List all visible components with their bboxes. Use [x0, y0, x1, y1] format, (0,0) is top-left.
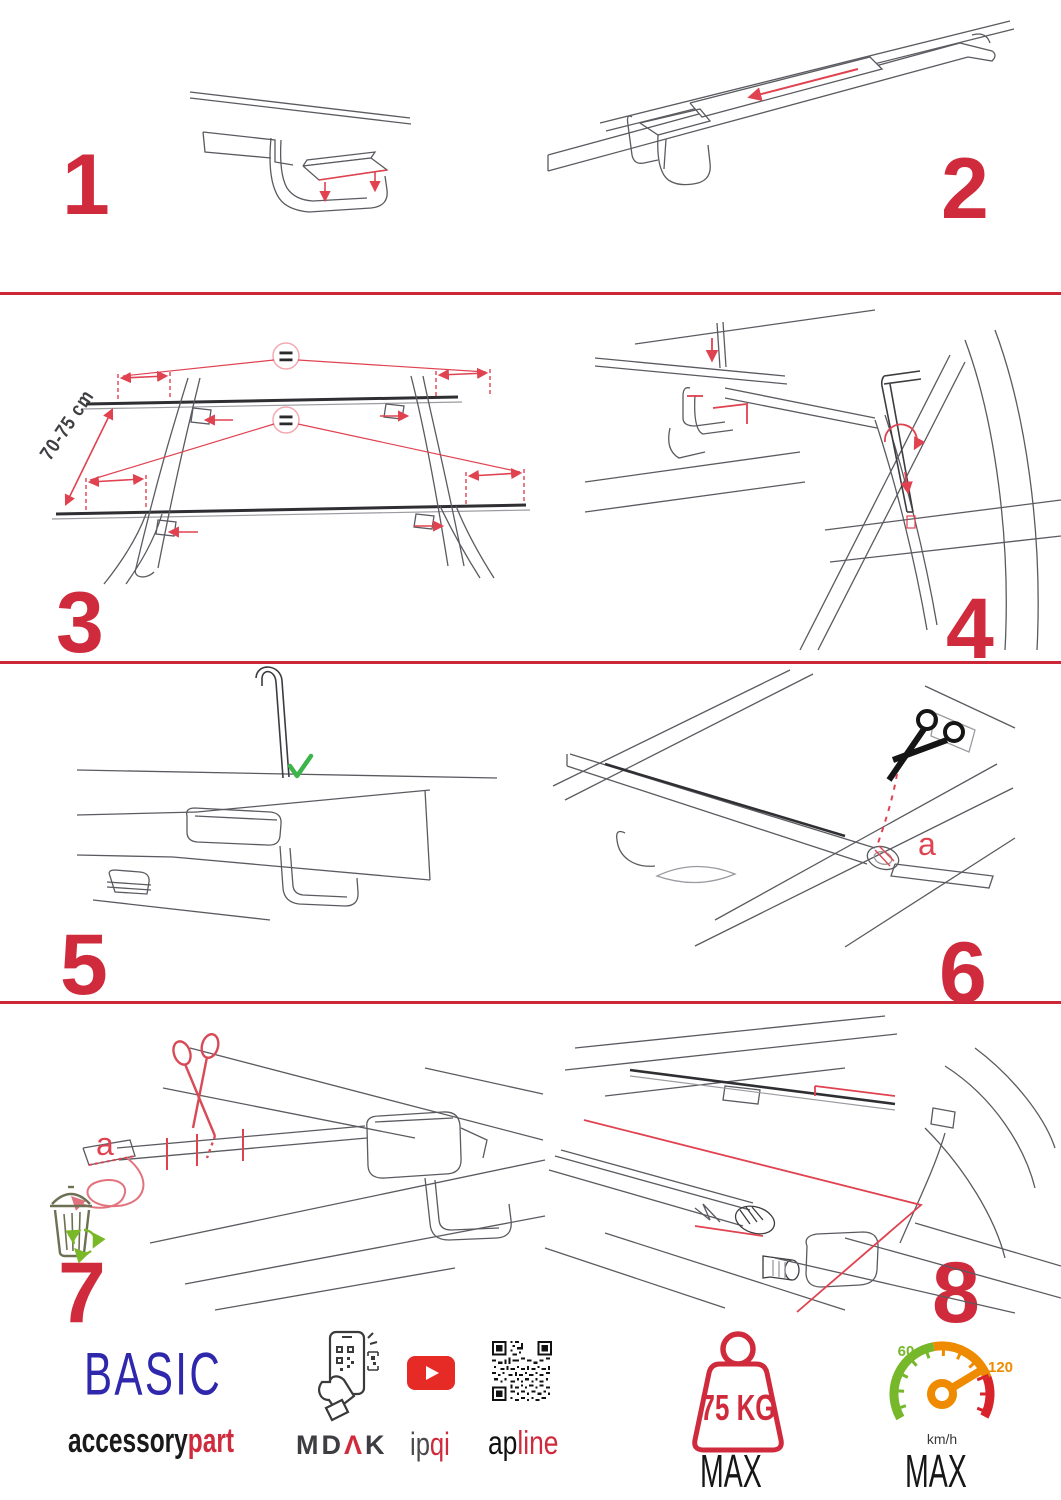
weight-icon: [668, 1328, 808, 1453]
load-max-label: MAX: [700, 1445, 762, 1497]
phone-scan-icon: [316, 1330, 382, 1422]
qr-code-icon: [492, 1341, 552, 1401]
load-value: 75 KG: [700, 1387, 776, 1429]
step6-illustration: [545, 668, 1015, 948]
trash-bin-icon: [50, 1187, 92, 1256]
part-a-label: a: [918, 826, 936, 862]
svg-text:=: =: [278, 341, 294, 371]
brand-text-red: part: [187, 1422, 235, 1460]
section-divider: [0, 1001, 1061, 1004]
youtube-play-icon: [407, 1356, 455, 1390]
step2-illustration: [540, 5, 1020, 220]
section-divider: [0, 292, 1061, 295]
step3-illustration: [28, 316, 553, 586]
part-a-label: a: [96, 1126, 114, 1162]
speedometer-icon: [876, 1330, 1016, 1455]
step4-illustration: [575, 300, 1061, 650]
step-number-2: 2: [941, 141, 989, 237]
step-number-1: 1: [62, 137, 110, 233]
equal-distance-icon: [273, 341, 299, 435]
mdak-caret: Λ: [344, 1430, 366, 1460]
discard-thread: [73, 1158, 143, 1208]
ipqi-red: qi: [429, 1426, 450, 1462]
gauge-low-label: 60: [897, 1343, 915, 1360]
brand-text-black: accessory: [68, 1422, 188, 1460]
step-number-6: 6: [939, 925, 987, 1021]
gauge-high-label: 120: [988, 1359, 1014, 1376]
speed-max-label: MAX: [905, 1445, 967, 1497]
bar-distance-label: 70-75 cm: [36, 386, 99, 465]
step-number-3: 3: [56, 575, 104, 671]
brand-logo-mdak: [296, 1432, 388, 1459]
brand-logo-ipqi: [410, 1428, 460, 1460]
mdak-post: K: [365, 1430, 388, 1460]
step8-illustration: [545, 1008, 1061, 1313]
step-number-5: 5: [60, 917, 108, 1013]
mdak-pre: MD: [296, 1430, 344, 1460]
ipqi-dark: ip: [410, 1426, 430, 1462]
brand-logo-accessorypart: [68, 1424, 299, 1458]
step-number-8: 8: [932, 1245, 980, 1341]
step-number-7: 7: [58, 1245, 106, 1341]
step-number-4: 4: [946, 581, 994, 677]
apline-red: line: [517, 1424, 559, 1461]
check-icon: [290, 756, 311, 776]
series-logo-basic: BASIC: [84, 1340, 223, 1408]
step5-illustration: [55, 666, 520, 966]
step1-illustration: [175, 70, 440, 245]
section-divider: [0, 661, 1061, 664]
svg-text:=: =: [278, 405, 294, 435]
gauge-unit-label: km/h: [926, 1431, 958, 1447]
brand-logo-apline: [488, 1426, 576, 1459]
allen-key: [256, 667, 289, 778]
apline-dark: ap: [488, 1424, 518, 1461]
